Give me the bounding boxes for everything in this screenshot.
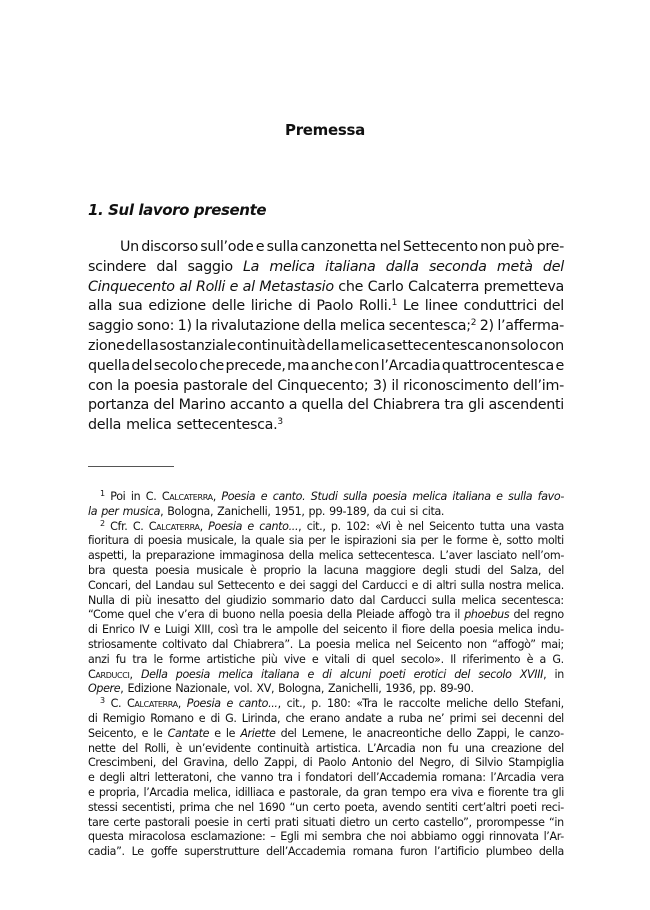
footnote-line: e propria, l’Arcadia melica, idilliaca e pastorale, da gran tempo era viva e fiorente tra gli — [88, 785, 564, 799]
body-line: Cinquecento al Rolli e al Metastasio che Carlo Calcaterra premetteva — [88, 278, 564, 295]
body-line: con la poesia pastorale del Cinquecento; 3) il riconoscimento dell’im- — [88, 377, 564, 394]
footnote-line: nette del Rolli, è un’evidente continuità artistica. L’Arcadia non fu una creazione del — [88, 741, 564, 755]
footnote-line: $^2$ Cfr. C. Calcaterra, Poesia e canto..., cit., p. 102: «Vi è nel Seicento tutta una vasta — [100, 518, 564, 533]
body-line: della melica settecentesca.$^3$ — [88, 417, 283, 434]
footnote-line: Concari, del Landau sul Settecento e dei saggi del Carducci e di altri sulla nostra melica. — [88, 578, 564, 592]
body-line: quella del secolo che precede, ma anche con l’Arcadia quattrocentesca e — [88, 357, 564, 374]
footnote-line: Seicento, e le Cantate e le Ariette del Lemene, le anacreontiche dello Zappi, le canzo- — [88, 726, 564, 740]
section-heading: 1. Sul lavoro presente — [88, 201, 267, 219]
body-line: zione della sostanziale continuità della melica settecentesca non solo con — [88, 337, 564, 354]
footnote-line: e degli altri letteratoni, che vanno tra i fondatori dell’Accademia romana: l’Arcadia vera — [88, 771, 564, 785]
body-text — [88, 238, 564, 436]
body-line: Un discorso sull’ode e sulla canzonetta nel Settecento non può pre- — [120, 239, 564, 255]
footnotes — [88, 490, 564, 860]
body-line: portanza del Marino accanto a quella del Chiabrera tra gli ascendenti — [88, 397, 564, 414]
footnote-line: questa miracolosa esclamazione: – Egli mi sembra che noi abbiamo oggi rinnovata l’Ar- — [88, 830, 564, 844]
footnote-line: bra questa poesia musicale è proprio la lacuna maggiore degli studi del Salza, del — [88, 563, 564, 577]
footnote-line: Opere, Edizione Nazionale, vol. XV, Bologna, Zanichelli, 1936, pp. 89-90. — [88, 682, 474, 696]
footnote-line: striosamente coltivato dal Chiabrera”. La poesia melica nel Seicento non “affogò” mai; — [88, 637, 564, 651]
footnote-line: aspetti, la preparazione immaginosa della melica settecentesca. L’aver lasciato nell’om- — [88, 549, 564, 563]
footnote-line: la per musica, Bologna, Zanichelli, 1951, pp. 99-189, da cui si cita. — [88, 504, 445, 518]
footnote-line: “Come quel che v’era di buono nella poesia della Pleiade affogò tra il phoebus del regno — [88, 608, 564, 622]
footnote-line: stessi secentisti, prima che nel 1690 “un certo poeta, avendo sentiti cert’altri poeti reci- — [88, 800, 564, 814]
footnote-line: $^3$ C. Calcaterra, Poesia e canto..., cit., p. 180: «Tra le raccolte meliche dello Stefani, — [100, 696, 564, 711]
body-line: alla sua edizione delle liriche di Paolo Rolli.$^1$ Le linee conduttrici del — [88, 298, 564, 315]
footnote-line: di Enrico IV e Luigi XIII, così tra le ampolle del seicento il fiore della poesia melica indu- — [88, 623, 564, 637]
footnote-line: $^1$ Poi in C. Calcaterra, Poesia e canto. Studi sulla poesia melica italiana e sulla favo- — [100, 489, 564, 503]
footnote-line: Crescimbeni, del Gravina, dello Zappi, di Paolo Antonio del Negro, di Silvio Stampiglia — [88, 756, 564, 770]
body-line: scindere dal saggio La melica italiana dalla seconda metà del — [88, 258, 564, 275]
body-line: saggio sono: 1) la rivalutazione della melica secentesca;$^2$ 2) l’afferma- — [88, 318, 564, 335]
footnote-line: Nulla di più inesatto del giudizio sommario dato dal Carducci sulla melica secentesca: — [88, 593, 564, 607]
footnote-line: anzi fu tra le forme artistiche più vive e vitali di quel secolo». Il riferimento è a G. — [88, 652, 564, 666]
footnote-line: tare certe pastorali poesie in certi prati situati dietro un certo castello”, prorompesse “in — [88, 815, 564, 829]
page-title: Premessa — [285, 121, 365, 139]
footnote-line: Carducci, Della poesia melica italiana e di alcuni poeti erotici del secolo XVIII, in — [88, 667, 564, 681]
footnote-line: fioritura di poesia musicale, la quale sia per le ispirazioni sia per le forme è, sotto molti — [88, 534, 564, 548]
footnote-separator — [88, 466, 174, 467]
footnote-line: cadia”. Le goffe superstrutture dell’Accademia romana furon l’artificio plumbeo della — [88, 845, 564, 859]
footnote-line: di Remigio Romano e di G. Lirinda, che erano andate a ruba ne’ primi sei decenni del — [88, 711, 564, 725]
